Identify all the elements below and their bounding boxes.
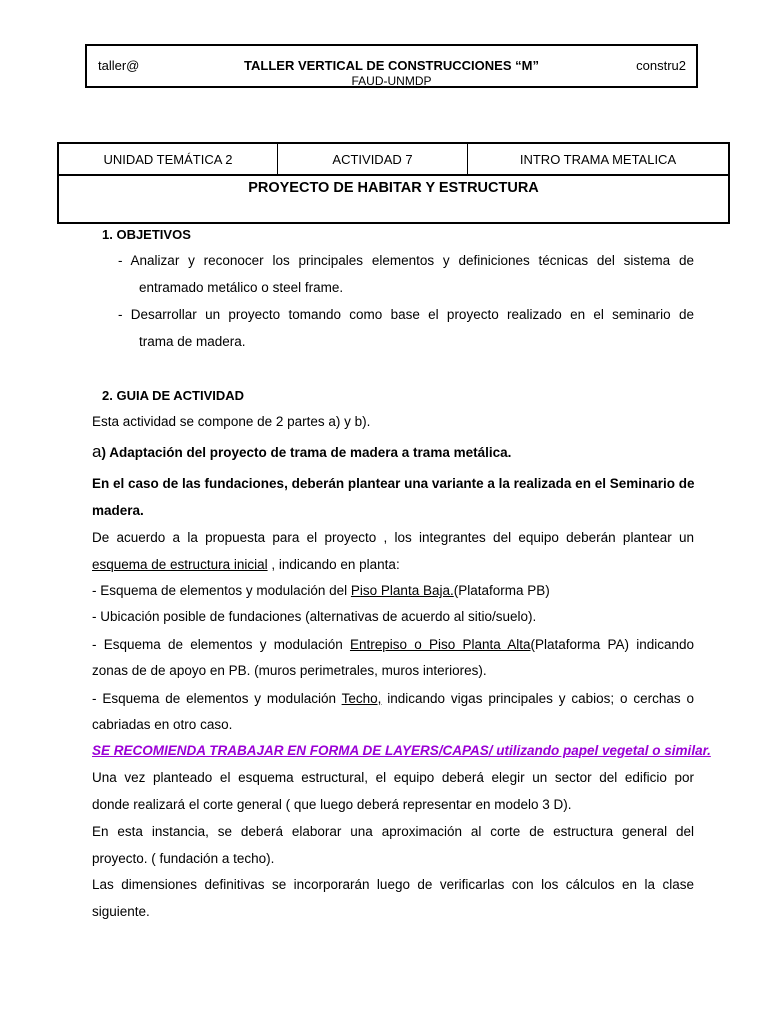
paragraph-3-line-2: proyecto. ( fundación a techo). [92,851,275,866]
part-a-heading [92,443,511,462]
paragraph-2-line-2: donde realizará el corte general ( que luego deberá representar en modelo 3 D). [92,797,572,812]
part-a-text: ) Adaptación del proyecto de trama de madera a trama metálica. [101,445,512,460]
project-title: PROYECTO DE HABITAR Y ESTRUCTURA [248,180,539,196]
item-entrepiso-line-2: zonas de de apoyo en PB. (muros perimetrales, muros interiores). [92,663,487,678]
item-piso-pb-post: (Plataforma PB) [453,583,550,598]
unit-table [57,142,730,224]
recommendation-note: SE RECOMIENDA TRABAJAR EN FORMA DE LAYERS/CAPAS/ utilizando papel vegetal o similar. [92,743,711,758]
item-entrepiso-line-1 [92,636,694,654]
guia-heading: 2. GUIA DE ACTIVIDAD [102,388,245,403]
unit-cell-tematica: UNIDAD TEMÁTICA 2 [59,144,278,174]
unit-cell-intro: INTRO TRAMA METALICA [519,151,677,167]
paragraph-1-line-1: De acuerdo a la propuesta para el proyecto , los integrantes del equipo deberán plantear un [92,530,694,545]
guia-intro: Esta actividad se compone de 2 partes a) y b). [92,414,371,429]
paragraph-4-line-2: siguiente. [92,904,150,919]
objetivo-1-line-1: - Analizar y reconocer los principales elementos y definiciones técnicas del sistema de [118,253,694,268]
item-techo-underlined: Techo, [341,691,382,706]
item-techo-pre: - Esquema de elementos y modulación [92,691,342,706]
unit-cell-actividad: ACTIVIDAD 7 [278,144,468,174]
header-title: TALLER VERTICAL DE CONSTRUCCIONES “M” [244,58,539,73]
item-techo-line-1 [92,690,694,708]
header-subtitle: FAUD-UNMDP [351,74,432,88]
unit-row [59,144,728,176]
item-entrepiso-underlined: Entrepiso o Piso Planta Alta [349,637,531,652]
item-piso-pb-pre: - Esquema de elementos y modulación del [92,583,351,598]
fundaciones-line-1: En el caso de las fundaciones, deberán plantear una variante a la realizada en el Seminario de [92,476,695,491]
objetivo-2-line-2: trama de madera. [139,334,246,349]
paragraph-2-line-1: Una vez planteado el esquema estructural, el equipo deberá elegir un sector del edificio por [92,770,694,785]
esquema-inicial-underlined: esquema de estructura inicial [92,557,268,572]
header-box [85,44,698,88]
fundaciones-line-2: madera. [92,503,144,518]
item-techo-post: indicando vigas principales y cabios; o cerchas o [381,691,695,706]
part-a-letter: a [92,442,102,461]
paragraph-4-line-1: Las dimensiones definitivas se incorporarán luego de verificarlas con los cálculos en la clase [92,877,694,892]
item-piso-pb-underlined: Piso Planta Baja. [350,583,454,598]
objetivo-2-line-1: - Desarrollar un proyecto tomando como base el proyecto realizado en el seminario de [118,307,694,322]
header-right: constru2 [636,58,686,73]
paragraph-1-line-2 [92,556,400,574]
item-fundaciones: - Ubicación posible de fundaciones (alternativas de acuerdo al sitio/suelo). [92,609,537,624]
paragraph-1-line-2-rest: , indicando en planta: [267,557,400,572]
objetivo-1-line-2: entramado metálico o steel frame. [139,280,344,295]
objetivos-heading: 1. OBJETIVOS [102,227,191,242]
header-left: taller@ [98,58,140,73]
item-entrepiso-post: (Plataforma PA) indicando [530,637,694,652]
item-piso-pb [92,582,550,600]
paragraph-3-line-1: En esta instancia, se deberá elaborar una aproximación al corte de estructura general del [92,824,694,839]
item-entrepiso-pre: - Esquema de elementos y modulación [92,637,350,652]
item-techo-line-2: cabriadas en otro caso. [92,717,233,732]
